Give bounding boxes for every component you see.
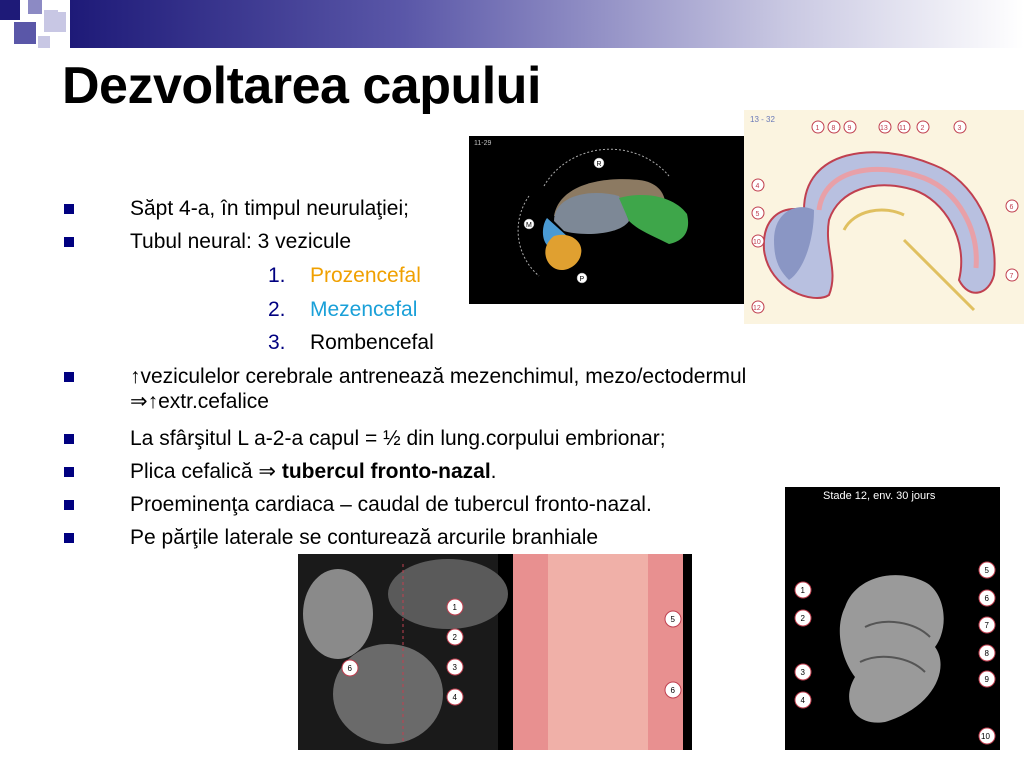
bullet-item bbox=[130, 196, 409, 221]
structure-label: 11 bbox=[899, 125, 907, 132]
structure-label: 9 bbox=[847, 125, 852, 132]
structure-label: 10 bbox=[753, 239, 761, 246]
bullet-text: Săpt 4-a, în timpul neurulaţiei; bbox=[130, 197, 409, 220]
vesicle-item bbox=[268, 330, 434, 355]
arch-label: 5 bbox=[670, 615, 675, 624]
vesicle-label: Prozencefal bbox=[310, 264, 421, 287]
bullet-item bbox=[130, 364, 746, 414]
bullet-item bbox=[130, 525, 598, 550]
structure-label: 4 bbox=[755, 183, 760, 190]
structure-label: 12 bbox=[753, 305, 761, 312]
deco-square bbox=[44, 10, 66, 32]
structure-label: 2 bbox=[920, 125, 925, 132]
sagittal-section-figure bbox=[744, 110, 1024, 324]
bullet-item bbox=[130, 459, 497, 484]
embryo-3d-illustration bbox=[469, 136, 744, 304]
region-mark: P bbox=[579, 276, 585, 283]
stade-label: 6 bbox=[984, 594, 989, 603]
bullet-marker bbox=[64, 500, 74, 510]
arch-label: 3 bbox=[452, 663, 457, 672]
bullet-marker bbox=[64, 467, 74, 477]
vesicle-item bbox=[268, 263, 421, 288]
figure-code: 11-29 bbox=[474, 140, 492, 147]
bullet-marker bbox=[64, 434, 74, 444]
sagittal-section-illustration bbox=[744, 110, 1024, 324]
figure-code: 13 - 32 bbox=[750, 115, 775, 124]
deco-square bbox=[38, 36, 50, 48]
stade-12-figure bbox=[785, 487, 1000, 750]
deco-square bbox=[58, 0, 70, 12]
bullet-text: Pe părţile laterale se conturează arcurile branhiale bbox=[130, 526, 599, 549]
vesicle-label: Rombencefal bbox=[310, 331, 434, 354]
bullet-marker bbox=[64, 533, 74, 543]
stade-label: 4 bbox=[800, 696, 805, 705]
bullet-item bbox=[130, 492, 652, 517]
stade-label: 9 bbox=[984, 675, 989, 684]
arch-label: 6 bbox=[670, 686, 675, 695]
structure-label: 6 bbox=[1009, 204, 1014, 211]
arch-label: 1 bbox=[452, 603, 457, 612]
stade-label: 10 bbox=[981, 732, 990, 741]
vesicle-number: 1. bbox=[268, 264, 286, 287]
vesicle-number: 3. bbox=[268, 331, 286, 354]
stade-label: 3 bbox=[800, 668, 805, 677]
stade-label: 2 bbox=[800, 614, 805, 623]
stade-label: 8 bbox=[984, 649, 989, 658]
structure-label: 3 bbox=[957, 125, 962, 132]
branchial-arches-illustration bbox=[298, 554, 692, 750]
deco-square bbox=[0, 0, 20, 20]
bullet-text: La sfârşitul L a-2-a capul = ½ din lung.corpului embrionar; bbox=[130, 427, 666, 450]
bullet-marker bbox=[64, 372, 74, 382]
branchial-arches-figure bbox=[298, 554, 692, 750]
stade-label: 7 bbox=[984, 621, 989, 630]
figure-caption: Stade 12, env. 30 jours bbox=[823, 490, 936, 502]
deco-square bbox=[28, 0, 42, 14]
stade-label: 5 bbox=[984, 566, 989, 575]
vesicle-number: 2. bbox=[268, 298, 286, 321]
structure-label: 5 bbox=[755, 211, 760, 218]
vesicle-label: Mezencefal bbox=[310, 298, 418, 321]
bullet-text: Tubul neural: 3 vezicule bbox=[130, 230, 352, 253]
bullet-item bbox=[130, 229, 351, 254]
bullet-marker bbox=[64, 204, 74, 214]
arch-label: 6 bbox=[347, 664, 352, 673]
slide-title: Dezvoltarea capului bbox=[62, 57, 541, 115]
region-mark: R bbox=[596, 161, 602, 168]
vesicle-item bbox=[268, 297, 417, 322]
structure-label: 13 bbox=[880, 125, 888, 132]
arch-label: 2 bbox=[452, 633, 457, 642]
stade-label: 1 bbox=[800, 586, 805, 595]
structure-label: 7 bbox=[1009, 273, 1014, 280]
bullet-text-suffix: . bbox=[490, 460, 497, 483]
deco-square bbox=[14, 22, 36, 44]
structure-label: 8 bbox=[831, 125, 836, 132]
bullet-text-continued: ⇒↑extr.cefalice bbox=[130, 390, 269, 413]
arch-label: 4 bbox=[452, 693, 457, 702]
bullet-text: Proeminenţa cardiaca – caudal de tubercul fronto-nazal. bbox=[130, 493, 652, 516]
header-gradient bbox=[70, 0, 1024, 48]
header-band bbox=[0, 0, 1024, 48]
region-mark: M bbox=[526, 222, 532, 229]
structure-label: 1 bbox=[815, 125, 820, 132]
bullet-item bbox=[130, 426, 666, 451]
stade-12-illustration bbox=[785, 487, 1000, 750]
embryo-3d-figure bbox=[469, 136, 744, 304]
bullet-text: Plica cefalică ⇒ bbox=[130, 460, 282, 483]
bullet-bold-text: tubercul fronto-nazal bbox=[281, 460, 491, 483]
bullet-text: ↑veziculelor cerebrale antrenează mezenchimul, mezo/ectodermul bbox=[130, 365, 747, 388]
bullet-marker bbox=[64, 237, 74, 247]
